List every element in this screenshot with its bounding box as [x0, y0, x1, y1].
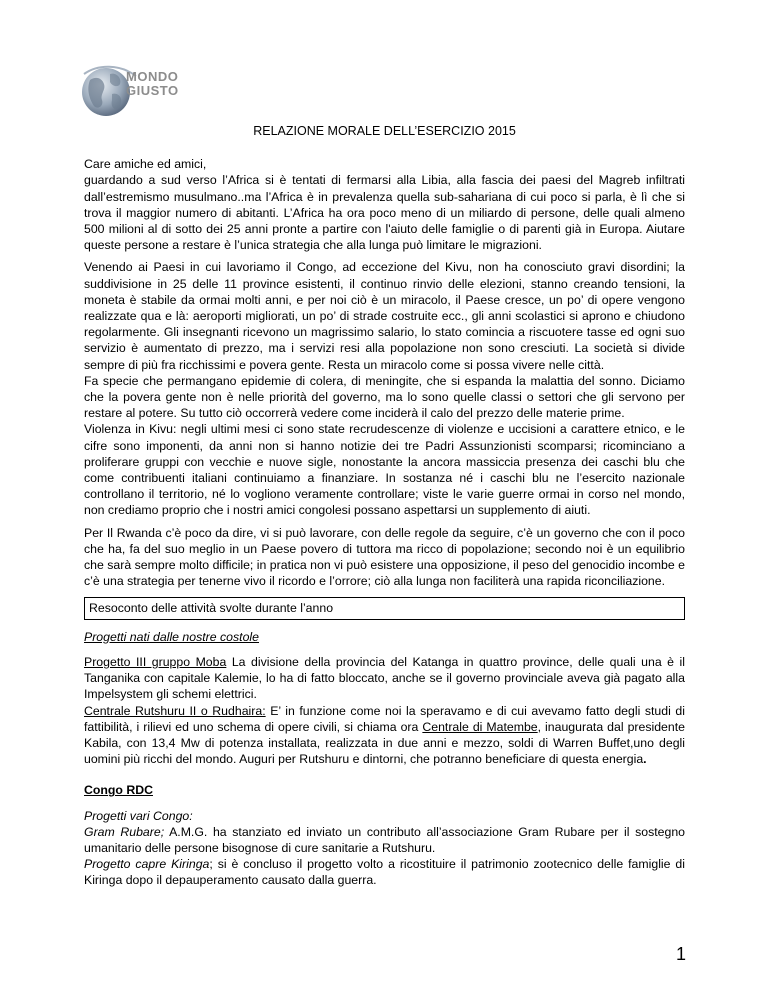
activities-box: Resoconto delle attività svolte durante l’anno: [84, 597, 685, 619]
capre-label: Progetto capre Kiringa: [84, 857, 210, 872]
rutshuru-text-1: E’ in funzione come noi la speravamo e di cui avevamo fatto degli studi di fattibilità, i rilievi ed uno schema di opere civili, si chiama ora: [84, 703, 685, 734]
rutshuru-label: Centrale Rutshuru II o Rudhaira:: [84, 703, 266, 718]
rutshuru-end: .: [643, 752, 647, 767]
moba-paragraph: [84, 654, 685, 703]
logo-text: [126, 70, 179, 98]
gram-text: A.M.G. ha stanziato ed inviato un contributo all’associazione Gram Rubare per il sostegno umanitario delle persone bisognose di cure sanitarie a Rutshuru.: [84, 824, 685, 855]
capre-text: ; si è concluso il progetto volto a ricostituire il patrimonio zootecnico delle famiglie di Kiringa dopo il depauperamento causato dalla guerra.: [84, 857, 685, 888]
congo-paragraph-2: Fa specie che permangano epidemie di colera, di meningite, che si espanda la malattia del sonno. Diciamo che la povera gente non è nelle priorità del governo, ma lo sono quelle classi o settori che gli servono per restare al potere. Su tutto ciò occorrerà vedere come inciderà il calo del prezzo delle materie prime.: [84, 373, 685, 421]
report-title: RELAZIONE MORALE DELL’ESERCIZIO 2015: [253, 124, 516, 138]
congo-paragraph-1: Venendo ai Paesi in cui lavoriamo il Congo, ad eccezione del Kivu, non ha conosciuto gravi disordini; la suddivisione in 25 delle 11 province esistenti, il continuo rinvio delle elezioni, stanno creando tensioni, la moneta è stabile da ormai molti anni, e per noi ciò è un miracolo, il Paese cresce, un po’ di opere vengono realizzate qua e là: aeroporti migliorati, un po’ di strade costruite ecc., gli anni scolastici si aprono e chiudono regolarmente. Gli insegnanti ricevono un magrissimo salario, lo stato comincia a riscuotere tasse ed ogni suo servizio è aumentato di prezzo, ma i servizi resi alla popolazione non sono cresciuti. La società si divide sempre di più fra ricchissimi e povera gente. Resta un miracolo come si possa vivere nelle città.: [84, 260, 685, 372]
mondo-giusto-logo: [80, 50, 190, 132]
logo-line-1: MONDO: [126, 69, 179, 84]
moba-label: Progetto III gruppo Moba: [84, 654, 227, 669]
rutshuru-text-2: , inaugurata dal presidente Kabila, con 13,4 Mw di potenza installata, realizzata in due anni e mezzo, soldi di Warren Buffet,uno degli uomini più ricchi del mondo. Auguri per Rutshuru e dintorni, che potranno beneficiare di questa energia: [84, 719, 685, 767]
rwanda-paragraph: Per Il Rwanda c’è poco da dire, vi si può lavorare, con delle regole da seguire, c’è un governo che con il poco che ha, fa del suo meglio in un Paese povero di tuttora ma ricco di popolazione; secondo noi è un equilibrio che sarà sempre molto difficile; in pratica non vi può esistere una opposizione, il peso del genocidio incombe e c’è una strategia per tenerne vivo il ricordo e l’orrore; ciò alla lunga non faciliterà una rapida riconciliazione.: [84, 525, 685, 589]
gram-paragraph: [84, 824, 685, 856]
kivu-paragraph: Violenza in Kivu: negli ultimi mesi ci sono state recrudescenze di violenze e uccisioni a carattere etnico, e le cifre sono imponenti, da anni non si hanno notizie dei tre Padri Assunzionisti scomparsi; ricominciano a proliferare gruppi con vecchie e nuove sigle, nonostante la ancora massiccia presenza dei caschi blu che come contribuenti italiani continuiamo a finanziare. In sostanza né i caschi blu ne l’esercito nazionale controllano il territorio, né lo vogliono veramente controllare; viste le varie guerre ormai in corso nel mondo, non crediamo proprio che i nostri amici congolesi possano aspettarsi un supplemento di aiuti.: [84, 422, 685, 518]
page-number: 1: [676, 944, 687, 964]
moba-text: La divisione della provincia del Katanga in quattro province, delle quali una è il Tanganika con capitale Kalemie, lo ha di fatto bloccato, anche se il governo provinciale aveva già pagato alla Impelsystem gli schemi elettrici.: [84, 654, 685, 702]
vari-heading: Progetti vari Congo:: [84, 808, 193, 823]
capre-paragraph: [84, 856, 685, 888]
congo-rdc-heading: Congo RDC: [84, 783, 153, 798]
rutshuru-paragraph: [84, 703, 685, 768]
projects-heading: Progetti nati dalle nostre costole: [84, 629, 259, 644]
logo-line-2: GIUSTO: [126, 83, 179, 98]
matembe-link: Centrale di Matembe: [422, 719, 538, 734]
document-body: [84, 123, 685, 889]
greeting: Care amiche ed amici,: [84, 157, 207, 172]
gram-label: Gram Rubare;: [84, 824, 165, 839]
intro-paragraph: guardando a sud verso l’Africa si è tentati di fermarsi alla Libia, alla fascia dei paesi del Magreb infiltrati dall’estremismo musulmano..ma l’Africa è in prevalenza quella sub-sahariana di cui poco si parla, è lì che si trova il maggior numero di abitanti. L’Africa ha ora poco meno di un miliardo di persone, delle quali almeno 500 milioni al di sotto dei 25 anni pronte a partire con l'aiuto delle famiglie o di parenti già in Europa. Aiutare queste persone a restare è l’unica strategia che alla lunga può limitare le migrazioni.: [84, 173, 685, 253]
